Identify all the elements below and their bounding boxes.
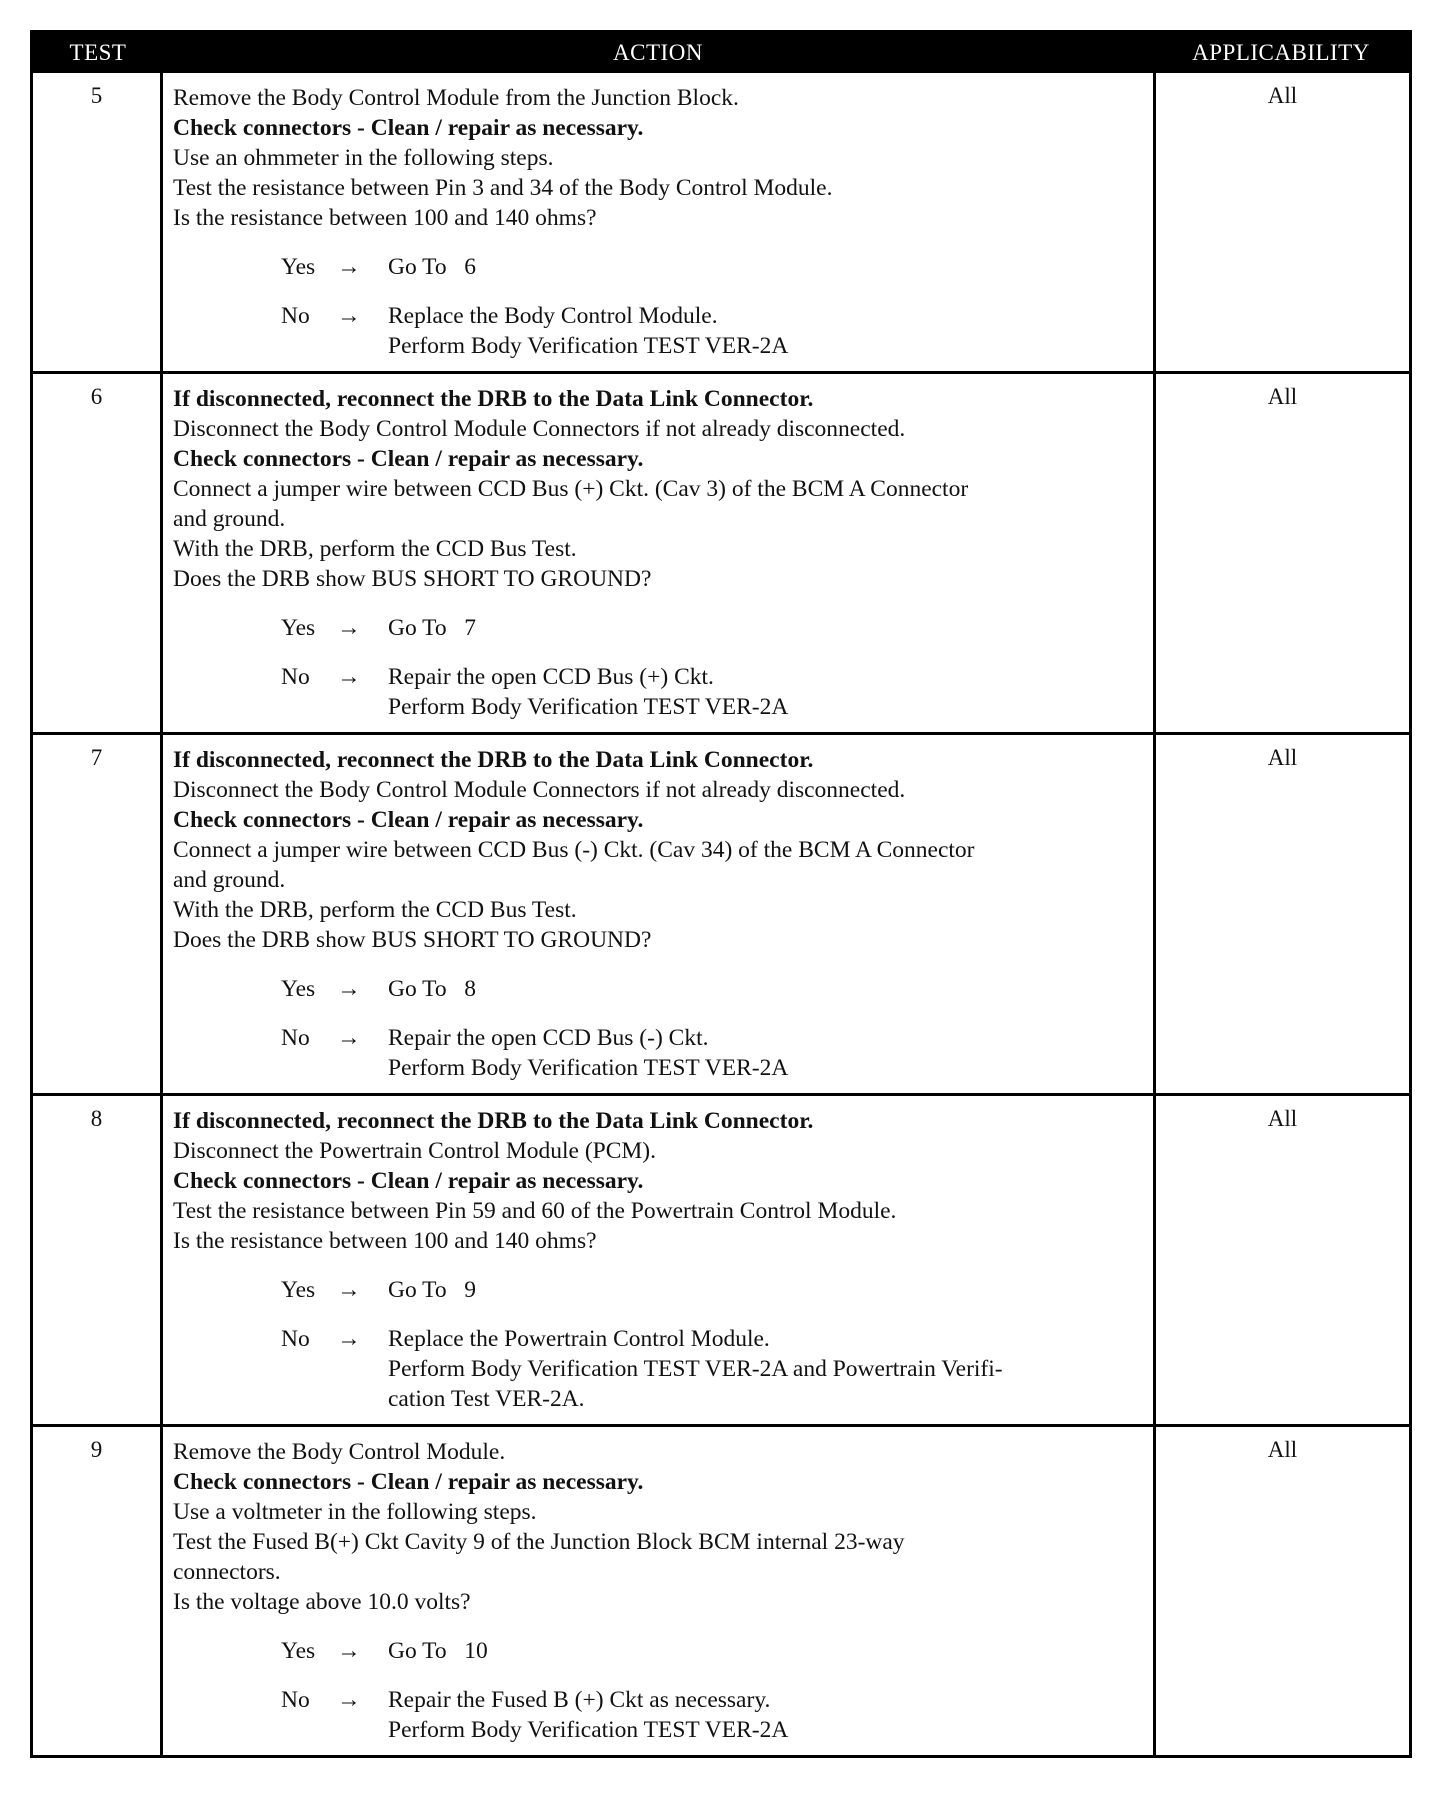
test-number: 8 [33,1096,163,1424]
action-cell [163,1096,1156,1424]
action-cell [163,735,1156,1093]
test-number: 6 [33,374,163,732]
action-instruction: Disconnect the Body Control Module Connectors if not already disconnected. [173,777,906,803]
action-instruction: Is the voltage above 10.0 volts? [173,1589,471,1615]
answer-label: Yes [281,976,316,1002]
answer-options [173,1636,1145,1745]
action-instruction: and ground. [173,506,286,532]
answer-text-line: Go To 6 [388,254,477,280]
arrow-right-icon: → [337,664,361,690]
action-cell [163,73,1156,371]
action-instruction-bold: Check connectors - Clean / repair as necessary. [173,1469,644,1495]
test-number: 5 [33,73,163,371]
action-instruction: Use an ohmmeter in the following steps. [173,145,554,171]
arrow-right-icon: → [337,254,361,280]
applicability-cell: All [1267,384,1298,409]
answer-options [173,613,1145,722]
table-row [33,371,1409,732]
answer-label: Yes [281,1638,316,1664]
answer-option [281,1023,1145,1083]
answer-text-line: Go To 8 [388,976,477,1002]
table-row [33,1424,1409,1755]
answer-option [281,613,1145,643]
action-instruction: Remove the Body Control Module from the Junction Block. [173,85,739,111]
answer-option [281,974,1145,1004]
answer-text [388,1685,1145,1745]
answer-text [388,974,1145,1004]
applicability-cell: All [1267,1106,1298,1131]
answer-text-line: Perform Body Verification TEST VER-2A [388,694,789,720]
action-instruction: Does the DRB show BUS SHORT TO GROUND? [173,927,652,953]
answer-text-line: Perform Body Verification TEST VER-2A [388,1717,789,1743]
answer-text-line: Go To 7 [388,615,477,641]
action-instruction: With the DRB, perform the CCD Bus Test. [173,536,577,562]
action-instruction-bold: Check connectors - Clean / repair as necessary. [173,446,644,472]
answer-label: No [281,664,310,690]
action-instruction-bold: If disconnected, reconnect the DRB to the Data Link Connector. [173,1108,814,1134]
action-instruction: Connect a jumper wire between CCD Bus (-) Ckt. (Cav 34) of the BCM A Connector [173,837,975,863]
arrow-right-icon: → [337,615,361,641]
answer-label: No [281,1687,310,1713]
arrow-right-icon: → [337,1277,361,1303]
answer-text [388,1636,1145,1666]
answer-label: Yes [281,1277,316,1303]
action-instruction: Use a voltmeter in the following steps. [173,1499,537,1525]
header-test: TEST [69,40,127,65]
answer-options [173,1275,1145,1414]
applicability-cell: All [1267,83,1298,108]
action-instruction-bold: If disconnected, reconnect the DRB to the Data Link Connector. [173,386,814,412]
arrow-right-icon: → [337,1025,361,1051]
answer-label: Yes [281,615,316,641]
table-body [33,73,1409,1755]
action-instruction: Disconnect the Powertrain Control Module (PCM). [173,1138,656,1164]
answer-text-line: Perform Body Verification TEST VER-2A and Powertrain Verifi- [388,1356,1003,1382]
action-instruction: Connect a jumper wire between CCD Bus (+) Ckt. (Cav 3) of the BCM A Connector [173,476,969,502]
answer-text [388,1275,1145,1305]
answer-option [281,1324,1145,1414]
answer-label: Yes [281,254,316,280]
table-row [33,1093,1409,1424]
action-instruction: Disconnect the Body Control Module Connectors if not already disconnected. [173,416,906,442]
answer-options [173,252,1145,361]
action-instruction: Remove the Body Control Module. [173,1439,506,1465]
applicability-cell: All [1267,1437,1298,1462]
answer-text-line: Repair the open CCD Bus (-) Ckt. [388,1025,709,1051]
answer-label: No [281,303,310,329]
answer-text-line: Replace the Body Control Module. [388,303,718,329]
answer-options [173,974,1145,1083]
answer-text-line: Go To 10 [388,1638,488,1664]
action-instruction: Test the Fused B(+) Ckt Cavity 9 of the Junction Block BCM internal 23-way [173,1529,905,1555]
applicability-cell: All [1267,745,1298,770]
answer-option [281,1685,1145,1745]
answer-option [281,1636,1145,1666]
answer-text-line: Go To 9 [388,1277,477,1303]
answer-text [388,1023,1145,1083]
action-cell [163,374,1156,732]
action-instruction: Is the resistance between 100 and 140 ohms? [173,1228,597,1254]
action-instruction: With the DRB, perform the CCD Bus Test. [173,897,577,923]
answer-text-line: Perform Body Verification TEST VER-2A [388,1055,789,1081]
answer-text-line: Repair the Fused B (+) Ckt as necessary. [388,1687,771,1713]
answer-text-line: Replace the Powertrain Control Module. [388,1326,770,1352]
arrow-right-icon: → [337,1687,361,1713]
table-row [33,73,1409,371]
answer-label: No [281,1025,310,1051]
diagnostic-table [30,30,1412,1758]
action-cell [163,1427,1156,1755]
arrow-right-icon: → [337,1638,361,1664]
answer-option [281,662,1145,722]
answer-text [388,613,1145,643]
action-instruction: Is the resistance between 100 and 140 ohms? [173,205,597,231]
action-instruction-bold: Check connectors - Clean / repair as necessary. [173,1168,644,1194]
header-applicability: APPLICABILITY [1192,40,1370,65]
arrow-right-icon: → [337,1326,361,1352]
answer-text-line: Repair the open CCD Bus (+) Ckt. [388,664,714,690]
arrow-right-icon: → [337,303,361,329]
answer-text [388,662,1145,722]
action-instruction: and ground. [173,867,286,893]
answer-text-line: cation Test VER-2A. [388,1386,585,1412]
action-instruction: Test the resistance between Pin 3 and 34 of the Body Control Module. [173,175,833,201]
arrow-right-icon: → [337,976,361,1002]
header-action: ACTION [613,40,703,65]
action-instruction: connectors. [173,1559,281,1585]
answer-text-line: Perform Body Verification TEST VER-2A [388,333,789,359]
action-instruction-bold: Check connectors - Clean / repair as necessary. [173,115,644,141]
answer-label: No [281,1326,310,1352]
action-instruction: Test the resistance between Pin 59 and 60 of the Powertrain Control Module. [173,1198,897,1224]
test-number: 9 [33,1427,163,1755]
answer-option [281,1275,1145,1305]
table-row [33,732,1409,1093]
answer-option [281,301,1145,361]
table-header [33,33,1409,73]
answer-text [388,301,1145,361]
answer-text [388,1324,1145,1414]
action-instruction-bold: If disconnected, reconnect the DRB to the Data Link Connector. [173,747,814,773]
answer-text [388,252,1145,282]
test-number: 7 [33,735,163,1093]
action-instruction-bold: Check connectors - Clean / repair as necessary. [173,807,644,833]
action-instruction: Does the DRB show BUS SHORT TO GROUND? [173,566,652,592]
answer-option [281,252,1145,282]
